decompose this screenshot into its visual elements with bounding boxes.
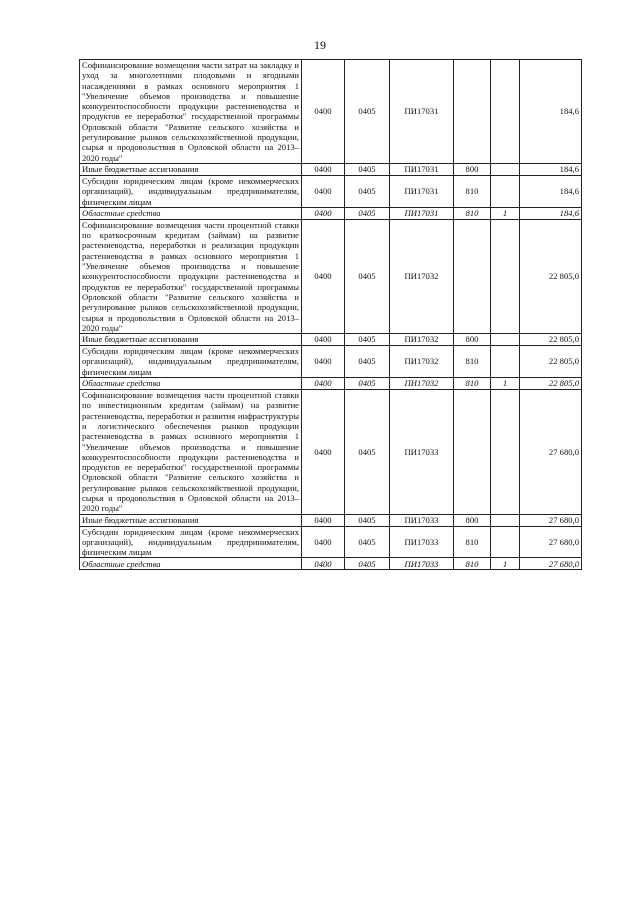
- row-description: Областные средства: [80, 207, 302, 219]
- target-article-code: ПИ17032: [390, 334, 454, 346]
- funding-source-code: [491, 346, 520, 378]
- table-row: [80, 175, 582, 207]
- funding-source-code: 1: [491, 207, 520, 219]
- table-row: [80, 514, 582, 526]
- row-description: Софинансирование возмещения части процентной ставки по инвестиционным кредитам (займам) на развитие растениеводства, переработки и развития инфраструктуры и логистического обеспечения рынков продукции растениеводства в рамках основного мероприятия 1 "Увеличение объемов производства и повышение конкурентоспособности продукции растениеводства и продуктов ее переработки" государственной программы Орловской области "Развитие сельского хозяйства и регулирование рынков сельскохозяйственной продукции, сырья и продовольствия в Орловской области на 2013–2020 годы": [80, 390, 302, 515]
- row-description: Субсидии юридическим лицам (кроме некоммерческих организаций), индивидуальным предпринимателям, физическим лицам: [80, 346, 302, 378]
- amount: 27 680,0: [520, 558, 582, 570]
- expense-type-code: 800: [454, 334, 491, 346]
- target-article-code: ПИ17031: [390, 207, 454, 219]
- section-code: 0400: [302, 390, 345, 515]
- subsection-code: 0405: [345, 526, 390, 558]
- amount: 184,6: [520, 175, 582, 207]
- table-row: [80, 378, 582, 390]
- section-code: 0400: [302, 378, 345, 390]
- row-description: Иные бюджетные ассигнования: [80, 514, 302, 526]
- section-code: 0400: [302, 219, 345, 333]
- section-code: 0400: [302, 514, 345, 526]
- subsection-code: 0405: [345, 378, 390, 390]
- target-article-code: ПИ17033: [390, 390, 454, 515]
- section-code: 0400: [302, 207, 345, 219]
- expense-type-code: [454, 219, 491, 333]
- section-code: 0400: [302, 60, 345, 164]
- funding-source-code: [491, 163, 520, 175]
- target-article-code: ПИ17033: [390, 558, 454, 570]
- subsection-code: 0405: [345, 219, 390, 333]
- funding-source-code: [491, 219, 520, 333]
- funding-source-code: [491, 334, 520, 346]
- funding-source-code: 1: [491, 558, 520, 570]
- row-description: Софинансирование возмещения части затрат на закладку и уход за многолетними плодовыми и ягодными насаждениями в рамках основного мероприятия 1 "Увеличение объемов производства и повышение конкурентоспособности продукции растениеводства и продуктов ее переработки" государственной программы Орловской области "Развитие сельского хозяйства и регулирование рынков сельскохозяйственной продукции, сырья и продовольствия в Орловской области на 2013–2020 годы": [80, 60, 302, 164]
- table-row: [80, 207, 582, 219]
- table-row: [80, 390, 582, 515]
- table-row: [80, 163, 582, 175]
- funding-source-code: [491, 514, 520, 526]
- row-description: Иные бюджетные ассигнования: [80, 334, 302, 346]
- expense-type-code: [454, 390, 491, 515]
- row-description: Областные средства: [80, 558, 302, 570]
- row-description: Софинансирование возмещения части процентной ставки по краткосрочным кредитам (займам) на развитие растениеводства, переработки и реализации продукции растениеводства в рамках основного мероприятия 1 "Увеличение объемов производства и повышение конкурентоспособности продукции растениеводства и продуктов ее переработки" государственной программы Орловской области "Развитие сельского хозяйства и регулирование рынков сельскохозяйственной продукции, сырья и продовольствия в Орловской области на 2013–2020 годы": [80, 219, 302, 333]
- amount: 184,6: [520, 60, 582, 164]
- target-article-code: ПИ17033: [390, 514, 454, 526]
- funding-source-code: [491, 60, 520, 164]
- funding-source-code: [491, 526, 520, 558]
- target-article-code: ПИ17031: [390, 60, 454, 164]
- section-code: 0400: [302, 526, 345, 558]
- section-code: 0400: [302, 558, 345, 570]
- target-article-code: ПИ17031: [390, 175, 454, 207]
- subsection-code: 0405: [345, 346, 390, 378]
- funding-source-code: [491, 175, 520, 207]
- subsection-code: 0405: [345, 60, 390, 164]
- amount: 22 805,0: [520, 346, 582, 378]
- expense-type-code: 810: [454, 346, 491, 378]
- amount: 27 680,0: [520, 526, 582, 558]
- target-article-code: ПИ17031: [390, 163, 454, 175]
- section-code: 0400: [302, 163, 345, 175]
- row-description: Субсидии юридическим лицам (кроме некоммерческих организаций), индивидуальным предпринимателям, физическим лицам: [80, 526, 302, 558]
- table-row: [80, 219, 582, 333]
- amount: 184,6: [520, 207, 582, 219]
- target-article-code: ПИ17032: [390, 346, 454, 378]
- expense-type-code: 810: [454, 526, 491, 558]
- subsection-code: 0405: [345, 390, 390, 515]
- amount: 22 805,0: [520, 219, 582, 333]
- expense-type-code: 810: [454, 378, 491, 390]
- amount: 22 805,0: [520, 334, 582, 346]
- expense-type-code: 800: [454, 514, 491, 526]
- amount: 27 680,0: [520, 514, 582, 526]
- table-row: [80, 558, 582, 570]
- expense-type-code: [454, 60, 491, 164]
- expense-type-code: 810: [454, 558, 491, 570]
- table-row: [80, 346, 582, 378]
- amount: 184,6: [520, 163, 582, 175]
- row-description: Субсидии юридическим лицам (кроме некоммерческих организаций), индивидуальным предпринимателям, физическим лицам: [80, 175, 302, 207]
- expense-type-code: 800: [454, 163, 491, 175]
- budget-table: [79, 59, 582, 570]
- target-article-code: ПИ17032: [390, 219, 454, 333]
- subsection-code: 0405: [345, 207, 390, 219]
- section-code: 0400: [302, 334, 345, 346]
- table-row: [80, 334, 582, 346]
- subsection-code: 0405: [345, 163, 390, 175]
- page-number: 19: [314, 38, 326, 52]
- subsection-code: 0405: [345, 514, 390, 526]
- expense-type-code: 810: [454, 207, 491, 219]
- section-code: 0400: [302, 175, 345, 207]
- row-description: Иные бюджетные ассигнования: [80, 163, 302, 175]
- subsection-code: 0405: [345, 558, 390, 570]
- funding-source-code: [491, 390, 520, 515]
- target-article-code: ПИ17033: [390, 526, 454, 558]
- section-code: 0400: [302, 346, 345, 378]
- expense-type-code: 810: [454, 175, 491, 207]
- table-row: [80, 60, 582, 164]
- funding-source-code: 1: [491, 378, 520, 390]
- subsection-code: 0405: [345, 175, 390, 207]
- amount: 27 680,0: [520, 390, 582, 515]
- table-row: [80, 526, 582, 558]
- row-description: Областные средства: [80, 378, 302, 390]
- target-article-code: ПИ17032: [390, 378, 454, 390]
- subsection-code: 0405: [345, 334, 390, 346]
- amount: 22 805,0: [520, 378, 582, 390]
